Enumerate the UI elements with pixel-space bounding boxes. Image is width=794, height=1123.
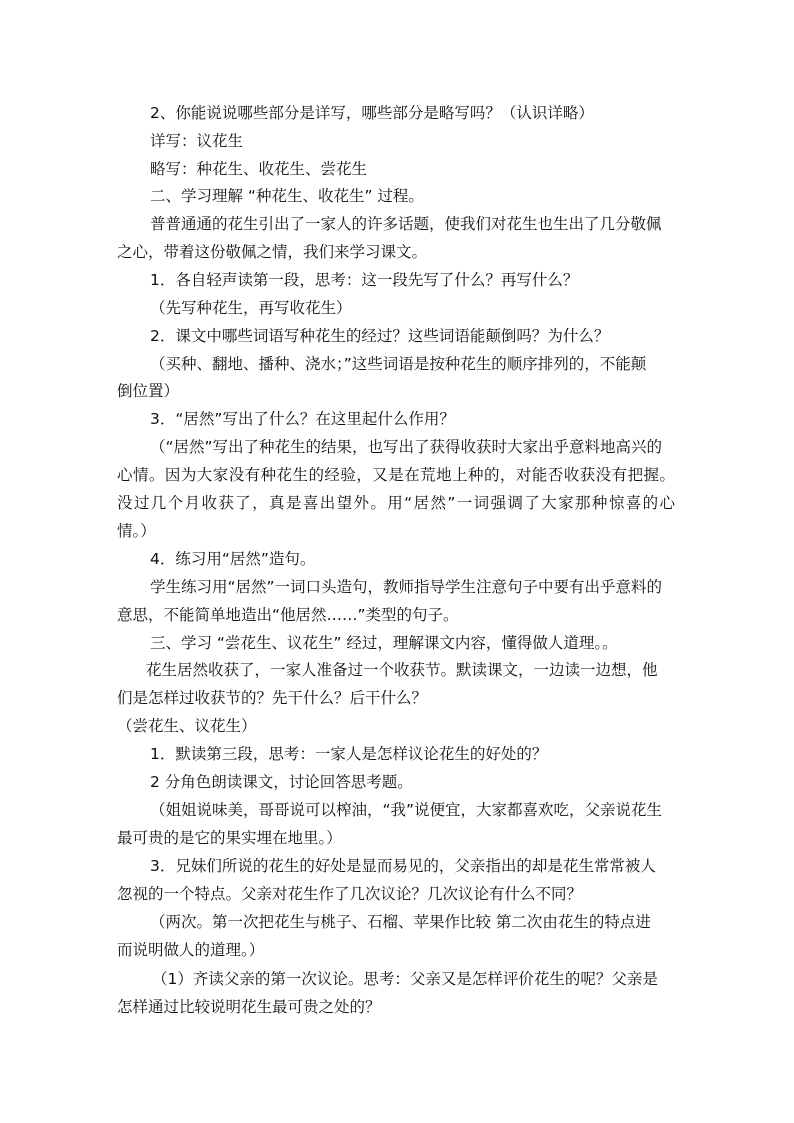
text-line: 怎样通过比较说明花生最可贵之处的？ <box>117 998 381 1016</box>
text-line: （先写种花生，再写收花生） <box>150 299 352 317</box>
text-line: 略写：种花生、收花生、尝花生 <box>150 160 368 178</box>
text-line: 心情。因为大家没有种花生的经验，又是在荒地上种的，对能否收获没有把握。 <box>117 466 675 484</box>
text-line: （两次。第一次把花生与桃子、石榴、苹果作比较 第二次由花生的特点进 <box>150 913 651 931</box>
text-line: 2、你能说说哪些部分是详写，哪些部分是略写吗？（认识详略） <box>150 104 594 122</box>
text-line: （买种、翻地、播种、浇水；”这些词语是按种花生的顺序排列的，不能颠 <box>150 355 647 373</box>
text-line: 之心，带着这份敬佩之情，我们来学习课文。 <box>117 243 428 261</box>
text-line: （“居然”写出了种花生的结果，也写出了获得收获时大家出乎意料地高兴的 <box>150 438 663 456</box>
text-line: 花生居然收获了，一家人准备过一个收获节。默读课文，一边读一边想，他 <box>146 661 658 679</box>
text-line: 而说明做人的道理。） <box>117 941 265 959</box>
text-line: 们是怎样过收获节的？先干什么？后干什么？ <box>117 689 428 707</box>
text-line: 二、学习理解 “种花生、收花生” 过程。 <box>150 187 424 205</box>
text-line: 1．默读第三段，思考：一家人是怎样议论花生的好处的？ <box>150 745 548 763</box>
text-line: 2．课文中哪些词语写种花生的经过？这些词语能颠倒吗？为什么？ <box>150 327 610 345</box>
text-line: （1）齐读父亲的第一次议论。思考：父亲又是怎样评价花生的呢？父亲是 <box>152 970 658 988</box>
text-line: 1．各自轻声读第一段，思考：这一段先写了什么？再写什么？ <box>150 271 579 289</box>
text-line: 意思，不能简单地造出“他居然……”类型的句子。 <box>117 606 459 624</box>
text-line: 详写：议花生 <box>150 132 244 150</box>
text-line: 4．练习用“居然”造句。 <box>150 550 316 568</box>
text-line: 忽视的一个特点。父亲对花生作了几次议论？几次议论有什么不同？ <box>117 885 583 903</box>
text-line: 情。） <box>117 522 156 540</box>
text-line: 3．“居然”写出了什么？在这里起什么作用？ <box>150 410 455 428</box>
text-line: （尝花生、议花生） <box>117 717 257 735</box>
text-line: 三、学习 “尝花生、议花生” 经过，理解课文内容，懂得做人道理。。 <box>150 634 618 652</box>
text-line: 倒位置） <box>117 382 180 400</box>
text-line: 学生练习用“居然”一词口头造句，教师指导学生注意句子中要有出乎意料的 <box>150 578 663 596</box>
text-line: 3．兄妹们所说的花生的好处是显而易见的，父亲指出的却是花生常常被人 <box>150 857 656 875</box>
text-line: 最可贵的是它的果实埋在地里。） <box>117 829 342 847</box>
text-line: 普普通通的花生引出了一家人的许多话题，使我们对花生也生出了几分敬佩 <box>150 215 662 233</box>
text-line: 2 分角色朗读课文，讨论回答思考题。 <box>150 773 413 791</box>
text-line: 没过几个月收获了，真是喜出望外。用“居然”一词强调了大家那种惊喜的心 <box>117 494 675 512</box>
text-line: （姐姐说味美，哥哥说可以榨油，“我”说便宜，大家都喜欢吃，父亲说花生 <box>150 801 663 819</box>
